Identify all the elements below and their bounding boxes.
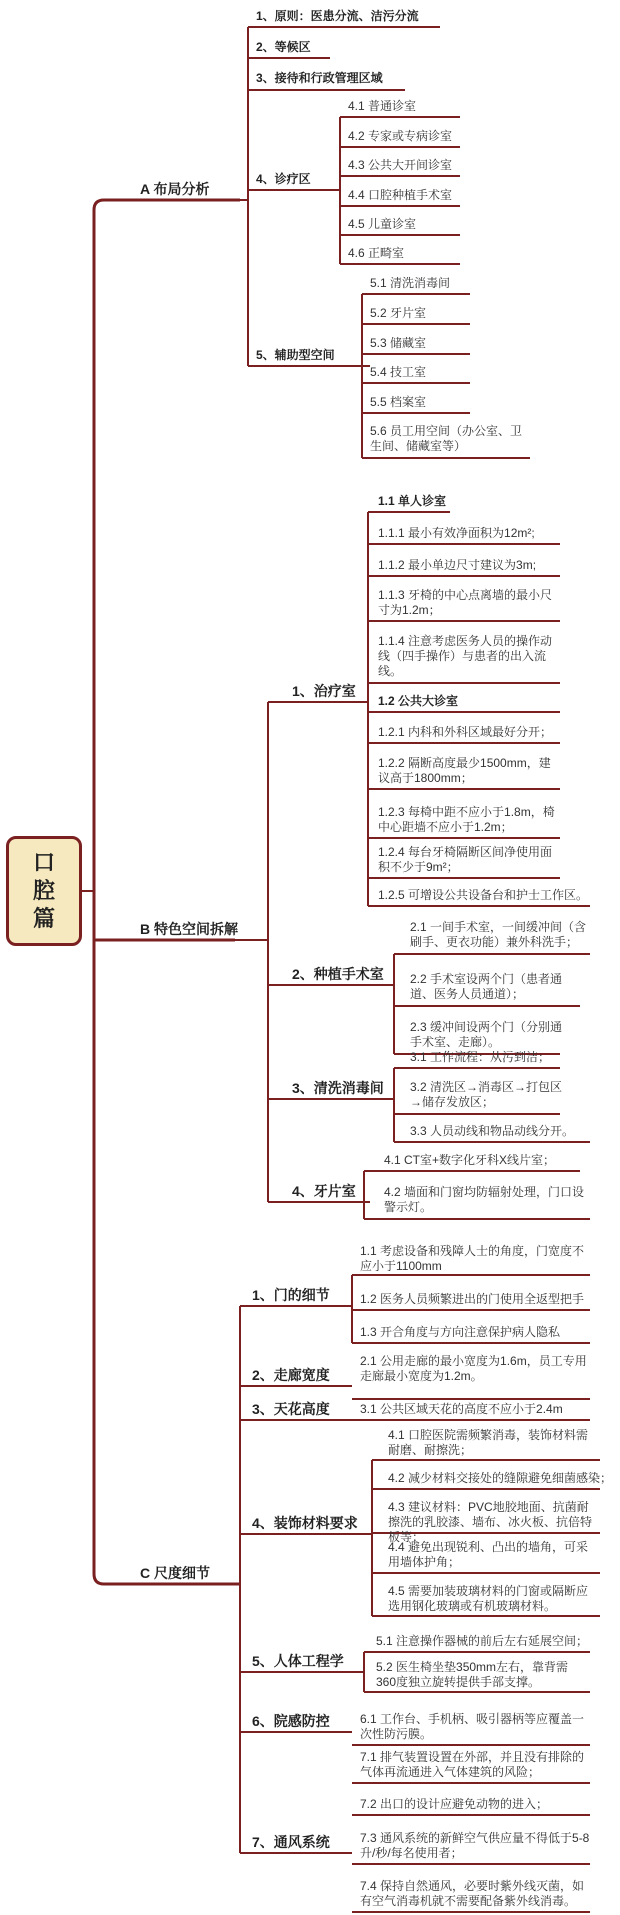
c-section-label: 2、走廊宽度 (252, 1367, 330, 1383)
b1-item: 1.1 单人诊室 (378, 494, 447, 508)
c4-item: 4.2 减少材料交接处的缝隙避免细菌感染； (388, 1471, 613, 1485)
b4-item: 4.2 墙面和门窗均防辐射处理，门口设警示灯。 (384, 1185, 585, 1214)
b1-item: 1.2.2 隔断高度最少1500mm，建议高于1800mm； (378, 756, 551, 785)
c-section-label: 1、门的细节 (252, 1287, 330, 1303)
b2-item: 2.1 一间手术室，一间缓冲间（含刷手、更衣功能）兼外科洗手； (410, 920, 587, 949)
a-item: 5、辅助型空间 (256, 348, 335, 362)
branch-b-label: B 特色空间拆解 (140, 921, 238, 937)
a5-subitem: 5.6 员工用空间（办公室、卫生间、储藏室等） (370, 424, 523, 453)
c-section-label: 7、通风系统 (252, 1834, 330, 1850)
c1-item: 1.2 医务人员频繁进出的门使用全返型把手 (360, 1292, 585, 1306)
b2-item: 2.3 缓冲间设两个门（分别通手术室、走廊）。 (410, 1020, 563, 1049)
b-section-label: 1、治疗室 (292, 683, 356, 699)
root-char: 篇 (32, 906, 55, 931)
b3-item: 3.1 工作流程：从污到洁； (410, 1050, 551, 1064)
a4-subitem: 4.5 儿童诊室 (348, 217, 417, 231)
b1-item: 1.1.2 最小单边尺寸建议为3m; (378, 558, 537, 572)
c4-item: 4.1 口腔医院需频繁消毒，装饰材料需耐磨、耐擦洗； (388, 1428, 589, 1457)
c4-item: 4.5 需要加装玻璃材料的门窗或隔断应选用钢化玻璃或有机玻璃材料。 (388, 1584, 589, 1613)
c4-item: 4.3 建议材料：PVC地胶地面、抗菌耐擦洗的乳胶漆、墙布、冰火板、抗倍特板等； (388, 1500, 593, 1544)
c2-item: 2.1 公用走廊的最小宽度为1.6m，员工专用走廊最小宽度为1.2m。 (360, 1354, 587, 1383)
b1-item: 1.1.3 牙椅的中心点离墙的最小尺寸为1.2m； (378, 588, 553, 617)
a4-subitem: 4.3 公共大开间诊室 (348, 158, 453, 172)
c7-item: 7.4 保持自然通风，必要时紫外线灭菌，如有空气消毒机就不需要配备紫外线消毒。 (360, 1879, 585, 1908)
c1-item: 1.1 考虑设备和残障人士的角度，门宽度不应小于1100mm (360, 1244, 585, 1273)
b-section-label: 4、牙片室 (292, 1183, 356, 1199)
c6-item: 6.1 工作台、手机柄、吸引器柄等应覆盖一次性防污膜。 (360, 1712, 585, 1741)
a4-subitem: 4.2 专家或专病诊室 (348, 129, 453, 143)
b3-item: 3.3 人员动线和物品动线分开。 (410, 1124, 575, 1138)
root-node (6, 836, 82, 946)
a4-subitem: 4.6 正畸室 (348, 246, 405, 260)
c7-item: 7.2 出口的设计应避免动物的进入； (360, 1797, 549, 1811)
a4-subitem: 4.1 普通诊室 (348, 99, 417, 113)
b1-item: 1.2 公共大诊室 (378, 694, 459, 708)
a5-subitem: 5.2 牙片室 (370, 306, 427, 320)
a5-subitem: 5.3 储藏室 (370, 336, 427, 350)
b1-item: 1.1.4 注意考虑医务人员的操作动线（四手操作）与患者的出入流线。 (378, 634, 553, 678)
c7-item: 7.1 排气装置设置在外部，并且没有排除的气体再流通进入气体建筑的风险； (360, 1750, 585, 1779)
b1-item: 1.2.1 内科和外科区域最好分开； (378, 725, 553, 739)
a-item: 3、接待和行政管理区域 (256, 71, 383, 85)
c4-item: 4.4 避免出现锐利、凸出的墙角，可采用墙体护角； (388, 1540, 589, 1569)
root-char: 腔 (32, 878, 55, 903)
b1-item: 1.2.3 每椅中距不应小于1.8m，椅中心距墙不应小于1.2m； (378, 805, 555, 834)
a5-subitem: 5.4 技工室 (370, 365, 427, 379)
b1-item: 1.1.1 最小有效净面积为12m²; (378, 526, 535, 540)
branch-a-label: A 布局分析 (140, 181, 210, 197)
b-section-label: 2、种植手术室 (292, 966, 384, 982)
c3-item: 3.1 公共区域天花的高度不应小于2.4m (360, 1402, 563, 1416)
c5-item: 5.2 医生椅坐垫350mm左右，靠背需360度独立旋转提供手部支撑。 (376, 1660, 569, 1689)
b1-item: 1.2.5 可增设公共设备台和护士工作区。 (378, 888, 589, 902)
c7-item: 7.3 通风系统的新鲜空气供应量不得低于5-8升/秒/每名使用者； (360, 1831, 590, 1860)
c5-item: 5.1 注意操作器械的前后左右延展空间； (376, 1634, 589, 1648)
b2-item: 2.2 手术室设两个门（患者通道、医务人员通道）； (410, 972, 563, 1001)
branch-c-label: C 尺度细节 (140, 1565, 210, 1581)
root-char: 口 (32, 850, 55, 875)
a5-subitem: 5.1 清洗消毒间 (370, 276, 451, 290)
b-section-label: 3、清洗消毒间 (292, 1080, 384, 1096)
a-item: 1、原则：医患分流、洁污分流 (256, 9, 419, 23)
c-section-label: 3、天花高度 (252, 1401, 330, 1417)
a4-subitem: 4.4 口腔种植手术室 (348, 188, 453, 202)
c1-item: 1.3 开合角度与方向注意保护病人隐私 (360, 1325, 561, 1339)
b4-item: 4.1 CT室+数字化牙科X线片室； (384, 1153, 556, 1167)
a-item: 4、诊疗区 (256, 172, 311, 186)
c-section-label: 4、装饰材料要求 (252, 1515, 358, 1531)
b1-item: 1.2.4 每台牙椅隔断区间净使用面积不少于9m²； (378, 845, 553, 874)
c-section-label: 6、院感防控 (252, 1713, 330, 1729)
b3-item: 3.2 清洗区→消毒区→打包区→储存发放区； (410, 1080, 563, 1109)
c-section-label: 5、人体工程学 (252, 1653, 344, 1669)
a-item: 2、等候区 (256, 40, 311, 54)
a5-subitem: 5.5 档案室 (370, 395, 427, 409)
